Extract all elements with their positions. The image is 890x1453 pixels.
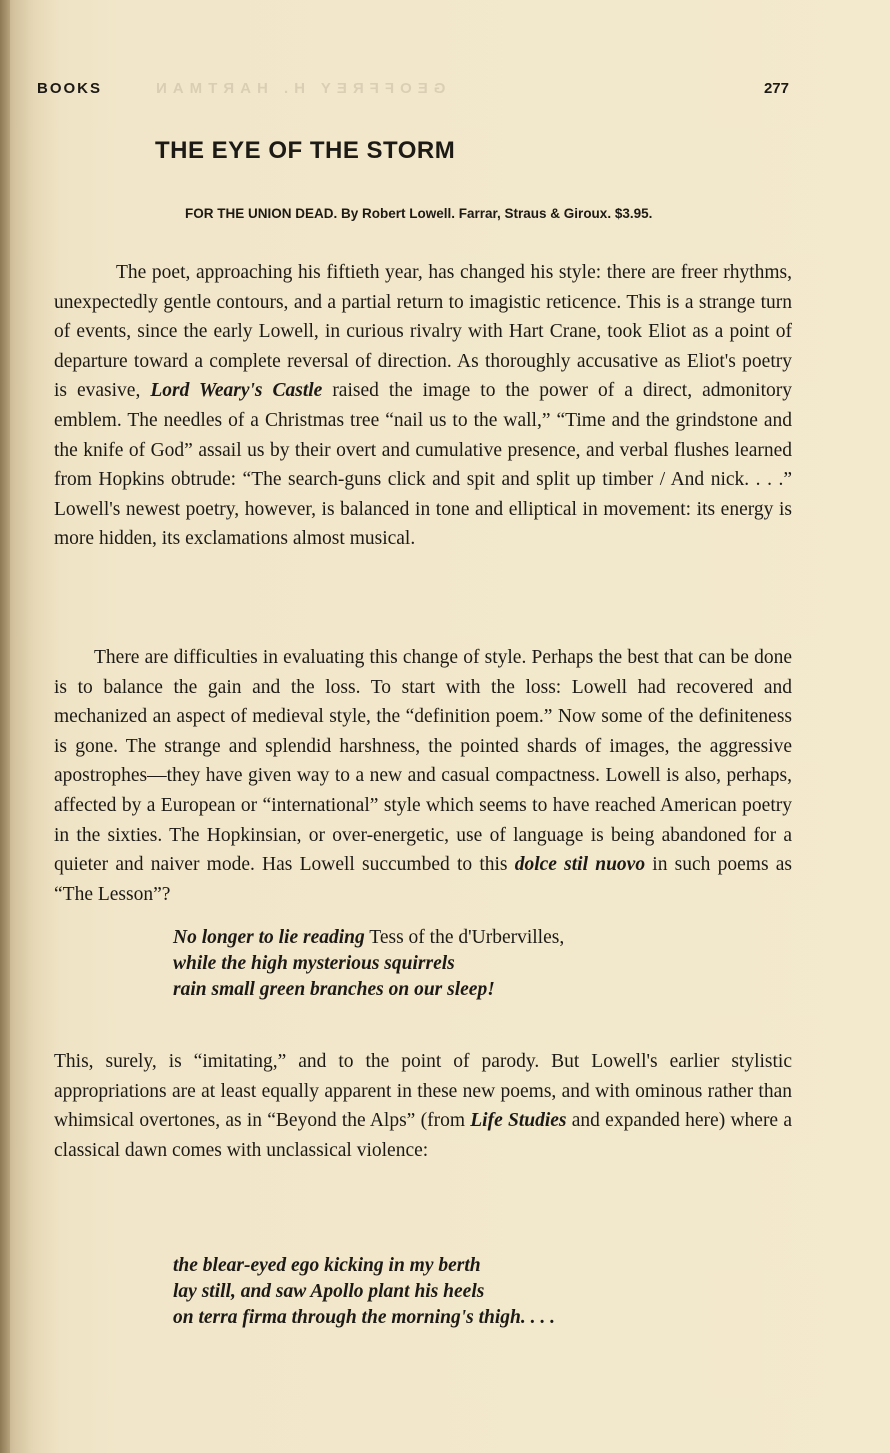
verse-1-line-3-text: rain small green branches on our sleep! [173, 979, 495, 1000]
page-number: 277 [763, 80, 789, 97]
paragraph-1 [54, 258, 792, 554]
verse-2-line-3-text: on terra firma through the morning's thigh. . . . [173, 1307, 555, 1328]
paragraph-2-italic: dolce stil nuovo [514, 854, 646, 876]
section-label: BOOKS [37, 80, 103, 97]
verse-1-line-1-italic: No longer to lie reading [173, 927, 365, 948]
verse-2-line-1-text: the blear-eyed ego kicking in my berth [173, 1255, 481, 1276]
paragraph-1-text-b: raised the image to the power of a direct, admonitory emblem. The needles of a Christmas tree “nail us to the wall,” “Time and the grindstone and the knife of God” assail us by their overt and cumulative presence, and verbal flushes learned from Hopkins obtrude: “The search-guns click and spit and split up timber / And nick. . . .” Lowell's newest poetry, however, is balanced in tone and elliptical in movement: its energy is more hidden, its exclamations almost musical. [54, 380, 792, 550]
verse-quote-2 [173, 1253, 555, 1331]
bleed-through-text: GEOFFREY H. HARTMAN [150, 80, 446, 97]
verse-1-line-1-roman: Tess of the d'Urbervilles, [364, 927, 565, 948]
paragraph-3-italic: Life Studies [470, 1110, 567, 1132]
book-citation: FOR THE UNION DEAD. By Robert Lowell. Farrar, Straus & Giroux. $3.95. [185, 206, 653, 221]
paragraph-1-text-a: The poet, approaching his fiftieth year, has changed his style: there are freer rhythms, unexpectedly gentle contours, and a partial return to imagistic reticence. This is a strange turn of events, since the early Lowell, in curious rivalry with Hart Crane, took Eliot as a point of departure toward a complete reversal of direction. As thoroughly accusative as Eliot's poetry is evasive, [54, 262, 792, 402]
paragraph-2-text-a: There are difficulties in evaluating this change of style. Perhaps the best that can be done is to balance the gain and the loss. To start with the loss: Lowell had recovered and mechanized an aspect of medieval style, the “definition poem.” Now some of the definiteness is gone. The strange and splendid harshness, the pointed shards of images, the aggressive apostrophes—they have given way to a new and casual compactness. Lowell is also, perhaps, affected by a European or “international” style which seems to have reached American poetry in the sixties. The Hopkinsian, or over-energetic, use of language is being abandoned for a quieter and naiver mode. Has Lowell succumbed to this [54, 647, 792, 876]
verse-2-line-3 [173, 1305, 555, 1331]
book-spine-shadow [0, 0, 10, 1453]
verse-quote-1 [173, 925, 564, 1003]
paragraph-2-text-b: in such poems as “The Lesson”? [54, 854, 792, 905]
verse-1-line-1 [173, 925, 564, 951]
paragraph-3 [54, 1047, 792, 1165]
verse-2-line-2-text: lay still, and saw Apollo plant his heels [173, 1281, 485, 1302]
paragraph-1-italic: Lord Weary's Castle [150, 380, 323, 402]
paragraph-3-text-a: This, surely, is “imitating,” and to the point of parody. But Lowell's earlier stylistic appropriations are at least equally apparent in these new poems, and with ominous rather than whimsical overtones, as in “Beyond the Alps” (from [54, 1051, 792, 1132]
paragraph-2 [54, 643, 792, 909]
running-head [37, 80, 789, 102]
verse-2-line-1 [173, 1253, 555, 1279]
review-title: THE EYE OF THE STORM [155, 137, 456, 164]
verse-1-line-2-text: while the high mysterious squirrels [173, 953, 455, 974]
verse-2-line-2 [173, 1279, 555, 1305]
verse-1-line-2 [173, 951, 564, 977]
paragraph-3-text-b: and expanded here) where a classical dawn comes with unclassical violence: [54, 1110, 792, 1161]
verse-1-line-3 [173, 977, 564, 1003]
